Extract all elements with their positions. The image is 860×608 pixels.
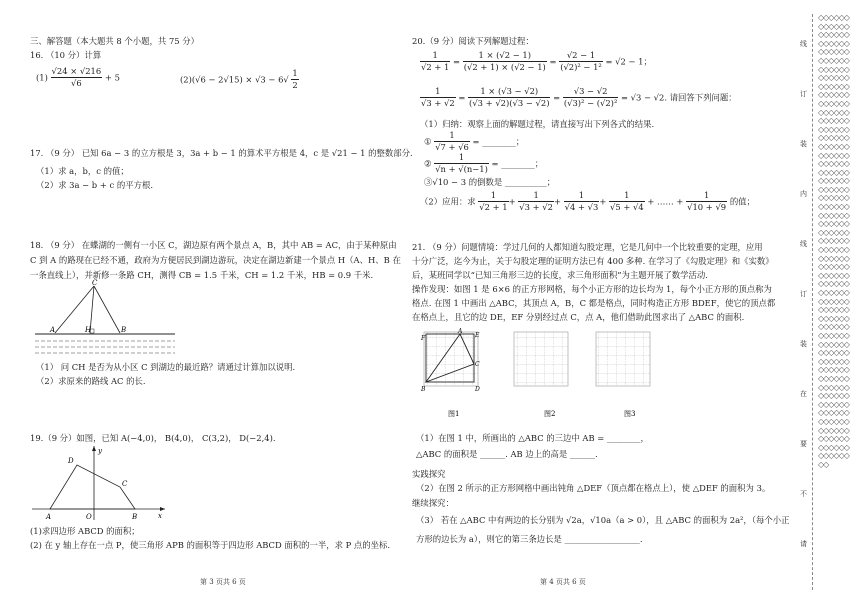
q16-part2-text: (2)(√6 − 2√15) × √3 − 6√ — [180, 74, 289, 85]
q21-practice-heading: 实践探究 — [412, 469, 446, 479]
q20-item1-blank: = ________； — [472, 136, 525, 147]
q21-line1: 21. （9 分）问题情境：学过几何的人都知道勾股定理，它是几何中一个比较重要的定理，应用 — [412, 242, 763, 252]
binding-label-7: 装 — [800, 340, 807, 348]
q16-part1-numerator: √24 × √216 — [51, 66, 103, 78]
q16-heading: 16. （10 分）计算 — [30, 50, 102, 60]
q21-label-d: D — [475, 386, 480, 393]
q20-eq1-a-num: 1 — [420, 50, 450, 62]
q20-sum-term-3 — [564, 190, 600, 214]
binding-label-2: 订 — [800, 90, 807, 98]
binding-dashed-line — [812, 14, 813, 590]
binding-label-6: 订 — [800, 290, 807, 298]
q20-eq1-b-num: 1 × (√2 − 1) — [463, 50, 547, 62]
q19-label-x: x — [158, 512, 162, 520]
q20-sum-term-1-num: 1 — [478, 190, 508, 202]
q16-part2-fraction — [291, 68, 298, 92]
q18-line1: 18. （9 分） 在蝶湖的一侧有一小区 C，湖边原有两个景点 A，B，其中 AB = AC，由于某种原由 — [30, 240, 397, 250]
q20-eq2-frac-a — [420, 86, 456, 110]
q20-eq1-b-den: (√2 + 1) × (√2 − 1) — [463, 62, 546, 73]
q20-eq1-result: = √2 − 1； — [605, 56, 652, 67]
q19-heading: 19.（9 分）如图，已知 A(−4,0)， B(4,0)， C(3,2)， D(−2,4). — [30, 433, 276, 443]
q16-part1-label: (1) — [36, 72, 48, 83]
q21-line3: 后，某班同学以“已知三角形三边的长度，求三角形面积”为主题开展了数学活动. — [412, 270, 708, 280]
q17-part2: （2）求 3a − b + c 的平方根. — [36, 180, 153, 190]
q20-eq1-equals-2: = — [549, 56, 557, 67]
q21-caption-1: 图1 — [448, 410, 460, 418]
binding-label-8: 在 — [800, 390, 807, 398]
q20-item2-fraction — [434, 152, 489, 176]
q19-y-arrow — [92, 446, 96, 451]
q20-eq1-c-num: √2 − 1 — [559, 50, 603, 62]
q18-line2: C 到 A 的路现在已经不通，政府为方便居民到湖边游玩，决定在湖边新建一个景点 H（A、H、B 在 — [30, 255, 401, 265]
q21-caption-2: 图2 — [544, 410, 556, 418]
q18-lake-figure — [30, 278, 180, 356]
q20-eq1-equals-1: = — [453, 56, 461, 67]
q19-part2: (2) 在 y 轴上存在一点 P，使三角形 APB 的面积等于四边形 ABCD 面积的一半，求 P 点的坐标. — [30, 540, 391, 550]
q20-part1: （1）归纳：观察上面的解题过程，请直接写出下列各式的结果. — [420, 119, 655, 129]
q18-label-b: B — [121, 326, 127, 334]
binding-label-9: 要 — [800, 440, 807, 448]
q20-eq2-result: = √3 − √2. 请回答下列问题： — [620, 92, 737, 103]
page-number-left: 第 3 页共 6 页 — [200, 578, 246, 586]
q20-sum-term-last-num: 1 — [686, 190, 727, 202]
q20-eq2-c-num: √3 − √2 — [563, 86, 618, 98]
q20-eq2-equals-2: = — [553, 92, 561, 103]
q17-part1: （1）求 a，b，c 的值； — [36, 166, 129, 176]
q20-eq2-c-den: (√3)² − (√2)² — [563, 98, 618, 109]
q20-sum-ellipsis: + …… + — [647, 196, 684, 207]
q20-sum-term-4 — [609, 190, 645, 214]
q21-figures — [418, 328, 668, 422]
q20-item2-blank: = ________； — [491, 158, 544, 169]
q20-item1 — [424, 130, 524, 154]
q18-line3: 一条直线上），并新修一条路 CH，测得 CB = 1.5 千米，CH = 1.2 千米，HB = 0.9 千米. — [30, 270, 374, 280]
q20-sum-term-4-num: 1 — [609, 190, 645, 202]
q19-part1: (1)求四边形 ABCD 的面积； — [30, 526, 140, 536]
q20-part2-tail: 的值； — [729, 196, 755, 207]
q19-label-d: D — [68, 457, 74, 465]
q20-eq2-b-num: 1 × (√3 − √2) — [468, 86, 550, 98]
q20-eq2-frac-c — [563, 86, 618, 110]
q21-line5: 格点. 在图 1 中画出 △ABC，其顶点 A，B，C 都是格点，同时构造正方形 BDEF，使它的顶点都 — [412, 298, 776, 308]
binding-label-1: 线 — [800, 40, 807, 48]
q20-item1-den: √7 + √6 — [435, 142, 469, 153]
q19-label-b: B — [132, 513, 138, 521]
q20-item2 — [424, 152, 543, 176]
q16-part1 — [36, 66, 120, 90]
q20-eq1-frac-a — [420, 50, 450, 74]
q21-question1a: （1）在图 1 中，所画出的 △ABC 的三边中 AB = ________， — [416, 433, 649, 443]
q20-sum-term-3-den: √4 + √3 — [564, 202, 599, 213]
q21-continue-heading: 继续探究： — [412, 498, 454, 508]
q16-part2-numerator: 1 — [291, 68, 298, 80]
q16-part1-tail: + 5 — [104, 72, 120, 83]
q18-line-cb — [94, 286, 120, 333]
q21-label-f: F — [421, 335, 426, 342]
q19-label-a: A — [46, 513, 52, 521]
q20-item1-num: 1 — [434, 130, 470, 142]
q18-part1: （1） 问 CH 是否为从小区 C 到湖边的最近路？请通过计算加以说明. — [36, 362, 296, 372]
q16-part1-fraction — [51, 66, 103, 90]
q20-eq1-frac-c — [559, 50, 603, 74]
q21-line2: 十分广泛，迄今为止，关于勾股定理的证明方法已有 400 多种. 在学习了《勾股定理》和《实数》 — [412, 256, 774, 266]
q18-part2: （2）求原来的路线 AC 的长. — [36, 376, 146, 386]
q19-x-arrow — [160, 507, 165, 511]
q20-sum-term-2 — [518, 190, 554, 214]
q20-item1-marker: ① — [424, 136, 432, 147]
q20-equation-1 — [420, 50, 652, 74]
q19-label-y: y — [98, 447, 102, 455]
q21-label-c: C — [475, 361, 480, 368]
q20-sum-term-3-num: 1 — [564, 190, 600, 202]
q21-caption-3: 图3 — [624, 410, 636, 418]
q20-sum-term-last-den: √10 + √9 — [687, 202, 727, 213]
binding-label-10: 不 — [800, 490, 807, 498]
q20-item2-marker: ② — [424, 158, 432, 169]
q20-eq2-a-num: 1 — [420, 86, 456, 98]
q20-eq1-frac-b — [463, 50, 547, 74]
binding-label-3: 装 — [800, 140, 807, 148]
binding-label-5: 线 — [800, 240, 807, 248]
q20-part2: （2）应用：求 $\frac{1}{√2 + 1}$ + $\frac{1}{√3 + √2}$ + $\frac{1}{√4 + √3}$ + $\frac{1}{√5 + √4}$ + …… + $\frac{1}{√10 + √9}$ 的值； — [420, 190, 755, 213]
q21-label-a: A — [458, 328, 463, 335]
q20-eq2-frac-b — [468, 86, 550, 110]
q21-figure-3-grid — [596, 332, 650, 386]
q20-sum-term-last — [686, 190, 727, 214]
q17-heading: 17. （9 分） 已知 6a − 3 的立方根是 3，3a + b − 1 的算术平方根是 4，c 是 √21 − 1 的整数部分. — [30, 148, 413, 158]
q20-eq2-a-den: √3 + √2 — [421, 98, 455, 109]
q21-label-b: B — [421, 386, 426, 393]
q21-question3b: 方形的边长为 a），则它的第三条边长是 __________________. — [416, 534, 643, 544]
q20-eq1-c-den: (√2)² − 1² — [560, 62, 602, 73]
q20-sum-term-1 — [478, 190, 508, 214]
q20-sum-term-2-den: √3 + √2 — [519, 202, 553, 213]
q20-equation-2 — [420, 86, 737, 110]
binding-label-4: 内 — [800, 190, 807, 198]
section-title: 三、解答题（本大题共 8 个小题，共 75 分） — [30, 36, 200, 46]
q20-sum-term-1-den: √2 + 1 — [479, 202, 508, 213]
page-number-right: 第 4 页共 6 页 — [540, 578, 586, 586]
q21-figure-2-grid — [514, 332, 568, 386]
q19-label-o: O — [86, 513, 92, 521]
q18-label-h: H — [85, 326, 92, 334]
q18-label-c: C — [92, 279, 98, 287]
q20-eq2-b-den: (√3 + √2)(√3 − √2) — [469, 98, 550, 109]
q20-sum-term-4-den: √5 + √4 — [610, 202, 644, 213]
q20-item1-fraction — [434, 130, 470, 154]
q21-question3a: （3） 若在 △ABC 中有两边的长分别为 √2a，√10a（a > 0），且 △ABC 的面积为 2a²，（每个小正 — [416, 515, 790, 525]
q18-label-a: A — [50, 326, 56, 334]
q16-part1-denominator: √6 — [71, 78, 82, 89]
binding-label-11: 请 — [800, 540, 807, 548]
q19-coordinate-figure — [30, 444, 170, 522]
q21-figure-1-grid — [420, 328, 480, 393]
q21-label-e: E — [475, 332, 480, 339]
q19-label-c: C — [122, 480, 128, 488]
q20-item2-den: √n + √(n−1) — [435, 164, 488, 175]
q21-line4: 操作发现：如图 1 是 6×6 的正方形网格，每个小正方形的边长均为 1，每个小正方形的顶点称为 — [412, 284, 772, 294]
q21-question1b: △ABC 的面积是 ______. AB 边上的高是 ______. — [416, 449, 598, 459]
q20-heading: 20.（9 分）阅读下列解题过程： — [412, 36, 534, 46]
q20-item3: ③√10 − 3 的倒数是 __________； — [424, 177, 556, 187]
q20-sum-term-2-num: 1 — [518, 190, 554, 202]
q20-eq1-a-den: √2 + 1 — [421, 62, 450, 73]
q16-part2-denominator: 2 — [292, 80, 298, 91]
q21-question2: （2）在图 2 所示的正方形网格中画出钝角 △DEF（顶点都在格点上），使 △DEF 的面积为 3。 — [416, 483, 771, 493]
q20-eq2-equals-1: = — [458, 92, 466, 103]
q20-item2-num: 1 — [434, 152, 489, 164]
q20-part2-prefix: （2）应用：求 — [420, 196, 476, 207]
q16-part2 — [180, 68, 299, 92]
q21-line6: 在格点上，且它的边 DE，EF 分别经过点 C，点 A，他们借助此图求出了 △ABC 的面积. — [412, 312, 745, 322]
diamond-border-pattern: ◇◇◇◇◇◇◇◇◇◇◇◇◇◇◇◇◇◇◇◇◇◇◇◇◇◇◇◇◇◇◇◇◇◇◇◇◇◇◇◇◇◇◇◇◇◇◇◇◇◇◇◇◇◇◇◇◇◇◇◇◇◇◇◇◇◇◇◇◇◇◇◇◇◇◇◇◇◇◇◇◇◇◇◇◇◇◇◇◇◇◇◇◇◇◇◇◇◇◇◇◇◇◇◇◇◇◇◇◇◇◇◇◇◇◇◇◇◇◇◇◇◇◇◇◇◇◇◇◇◇◇◇◇◇◇◇◇◇◇◇◇◇◇◇◇◇◇◇◇◇◇◇◇◇◇◇◇◇◇◇◇◇◇◇◇◇◇◇◇◇◇◇◇◇◇◇◇◇◇◇◇◇◇◇◇◇◇◇◇◇◇◇◇◇◇◇◇◇◇◇◇◇◇◇◇◇◇◇◇◇◇◇◇◇◇◇◇◇◇◇◇◇◇◇◇◇◇◇◇◇◇◇◇◇◇◇◇◇◇◇◇◇◇◇◇◇◇◇◇◇◇◇◇◇◇◇◇◇◇◇◇◇◇◇◇◇◇◇◇◇◇◇◇◇◇◇◇◇◇◇◇◇◇◇◇◇◇◇◇◇◇◇◇◇◇◇◇◇◇◇◇◇◇◇◇◇◇◇◇◇◇◇◇◇ — [818, 14, 849, 469]
